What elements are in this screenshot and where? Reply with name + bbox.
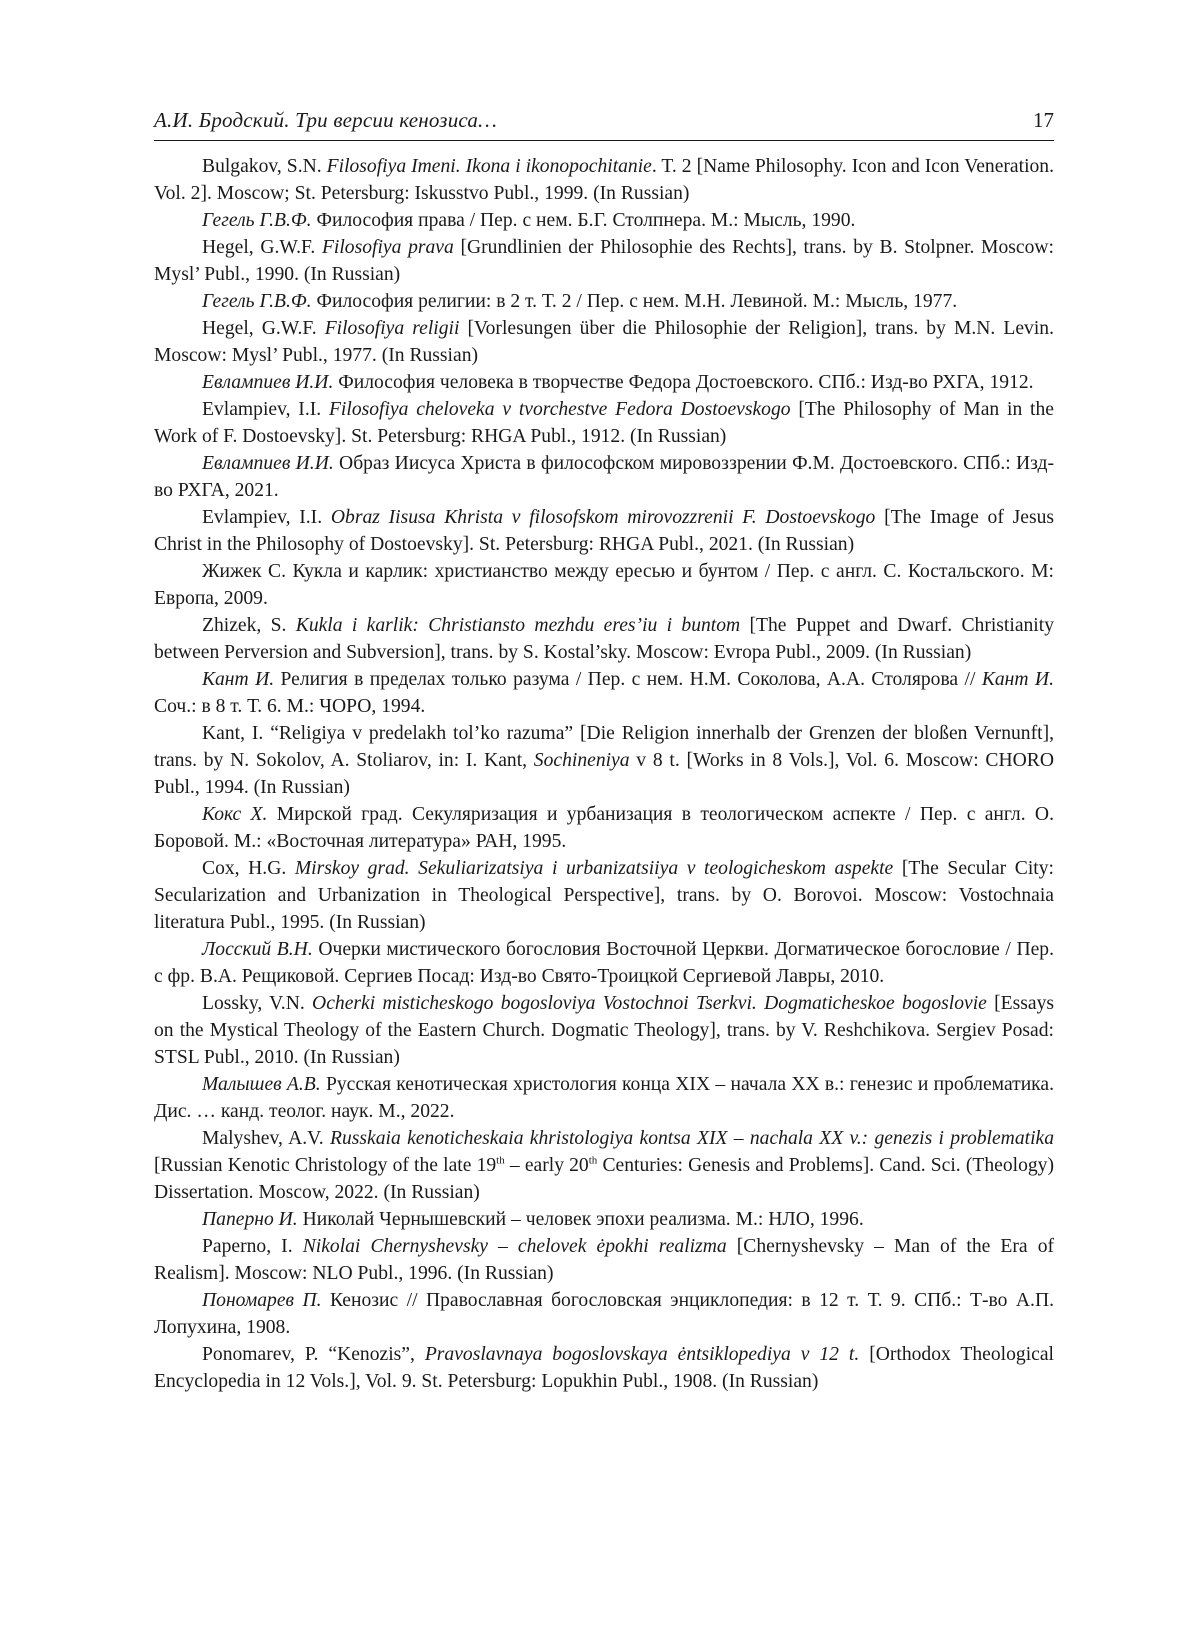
reference-entry: Zhizek, S. Kukla i karlik: Christiansto mezhdu eres’iu i buntom [The Puppet and Dwarf. Christianity between Perversion and Subversion], trans. by S. Kostal’sky. Moscow: Evropa Publ., 2009. (In Russian) — [154, 615, 1054, 663]
reference-entry: Малышев А.В. Русская кенотическая христология конца XIX – начала XX в.: генезис и проблематика. Дис. … канд. теолог. наук. М., 2022. — [154, 1074, 1054, 1122]
reference-entry: Кант И. Религия в пределах только разума / Пер. с нем. Н.М. Соколова, А.А. Столярова // Кант И. Соч.: в 8 т. Т. 6. М.: ЧОРО, 1994. — [154, 669, 1054, 717]
reference-entry: Паперно И. Николай Чернышевский – человек эпохи реализма. М.: НЛО, 1996. — [202, 1209, 864, 1230]
reference-entry: Ponomarev, P. “Kenozis”, Pravoslavnaya bogoslovskaya ėntsiklopediya v 12 t. [Orthodox Theological Encyclopedia in 12 Vols.], Vol. 9. St. Petersburg: Lopukhin Publ., 1908. (In Russian) — [154, 1344, 1054, 1392]
reference-list — [154, 153, 1054, 1395]
running-header — [154, 106, 1054, 141]
reference-entry: Malyshev, A.V. Russkaia kenoticheskaia khristologiya kontsa XIX – nachala XX v.: genezis i problematika [Russian Kenotic Christology of the late 19th – early 20th Centuries: Genesis and Problems]. Cand. Sci. (Theology) Dissertation. Moscow, 2022. (In Russian) — [154, 1128, 1055, 1203]
reference-entry: Лосский В.Н. Очерки мистического богословия Восточной Церкви. Догматическое богословие / Пер. с фр. В.А. Рещиковой. Сергиев Посад: Изд-во Свято-Троицкой Сергиевой Лавры, 2010. — [154, 939, 1054, 987]
reference-entry: Кокс Х. Мирской град. Секуляризация и урбанизация в теологическом аспекте / Пер. с англ. О. Боровой. М.: «Восточная литература» РАН, 1995. — [154, 804, 1054, 852]
running-title: А.И. Бродский. Три версии кенозиса… — [154, 108, 497, 132]
reference-entry: Bulgakov, S.N. Filosofiya Imeni. Ikona i ikonopochitanie. T. 2 [Name Philosophy. Icon and Icon Veneration. Vol. 2]. Moscow; St. Petersburg: Iskusstvo Publ., 1999. (In Russian) — [154, 156, 1055, 204]
page-number: 17 — [1033, 108, 1054, 132]
reference-entry: Пономарев П. Кенозис // Православная богословская энциклопедия: в 12 т. Т. 9. СПб.: Т-во А.П. Лопухина, 1908. — [154, 1290, 1054, 1338]
reference-entry: Евлампиев И.И. Образ Иисуса Христа в философском мировоззрении Ф.М. Достоевского. СПб.: Изд-во РХГА, 2021. — [154, 453, 1054, 501]
reference-entry: Evlampiev, I.I. Filosofiya cheloveka v tvorchestve Fedora Dostoevskogo [The Philosophy of Man in the Work of F. Dostoevsky]. St. Petersburg: RHGA Publ., 1912. (In Russian) — [154, 399, 1054, 447]
reference-entry: Жижек С. Кукла и карлик: христианство между ересью и бунтом / Пер. с англ. С. Костальского. М: Европа, 2009. — [154, 561, 1054, 609]
reference-entry: Гегель Г.В.Ф. Философия религии: в 2 т. Т. 2 / Пер. с нем. М.Н. Левиной. М.: Мысль, 1977. — [202, 291, 958, 312]
reference-entry: Evlampiev, I.I. Obraz Iisusa Khrista v filosofskom mirovozzrenii F. Dostoevskogo [The Image of Jesus Christ in the Philosophy of Dostoevsky]. St. Petersburg: RHGA Publ., 2021. (In Russian) — [154, 507, 1054, 555]
reference-entry: Cox, H.G. Mirskoy grad. Sekuliarizatsiya i urbanizatsiiya v teologicheskom aspekte [The Secular City: Secularization and Urbanization in Theological Perspective], trans. by O. Borovoi. Moscow: Vostochnaia literatura Publ., 1995. (In Russian) — [154, 858, 1054, 933]
reference-entry: Евлампиев И.И. Философия человека в творчестве Федора Достоевского. СПб.: Изд-во РХГА, 1912. — [202, 372, 1034, 393]
reference-entry: Hegel, G.W.F. Filosofiya religii [Vorlesungen über die Philosophie der Religion], trans. by M.N. Levin. Moscow: Mysl’ Publ., 1977. (In Russian) — [154, 318, 1054, 366]
reference-entry: Kant, I. “Religiya v predelakh tol’ko razuma” [Die Religion innerhalb der Grenzen der bloßen Vernunft], trans. by N. Sokolov, A. Stoliarov, in: I. Kant, Sochineniya v 8 t. [Works in 8 Vols.], Vol. 6. Moscow: CHORO Publ., 1994. (In Russian) — [154, 723, 1054, 798]
reference-entry: Paperno, I. Nikolai Chernyshevsky – chelovek ėpokhi realizma [Chernyshevsky – Man of the Era of Realism]. Moscow: NLO Publ., 1996. (In Russian) — [154, 1236, 1055, 1284]
reference-entry: Гегель Г.В.Ф. Философия права / Пер. с нем. Б.Г. Столпнера. М.: Мысль, 1990. — [202, 210, 856, 231]
reference-entry: Lossky, V.N. Ocherki misticheskogo bogosloviya Vostochnoi Tserkvi. Dogmaticheskoe bogoslovie [Essays on the Mystical Theology of the Eastern Church. Dogmatic Theology], trans. by V. Reshchikova. Sergiev Posad: STSL Publ., 2010. (In Russian) — [154, 993, 1055, 1068]
reference-entry: Hegel, G.W.F. Filosofiya prava [Grundlinien der Philosophie des Rechts], trans. by B. Stolpner. Moscow: Mysl’ Publ., 1990. (In Russian) — [154, 237, 1054, 285]
